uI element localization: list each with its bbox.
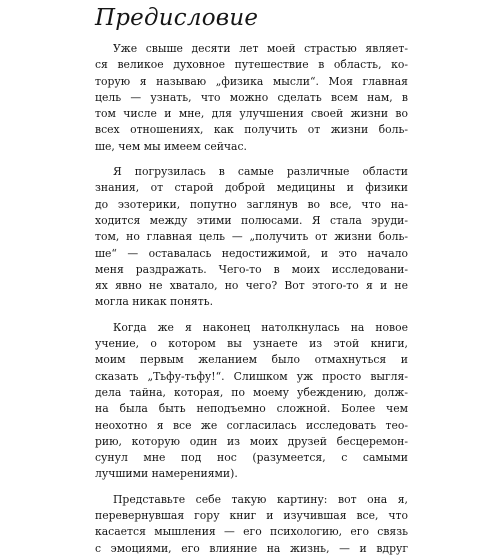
text-line: Когда же я наконец натолкнулась на новое [113,320,408,334]
text-line: до эзотерики, попутно заглянув во все, что на- [95,197,408,211]
text-line: ях явно не хватало, но чего? Вот этого-то я и не [95,279,408,293]
text-line: сунул мне под нос (разумеется, с самыми [95,451,408,465]
text-line: неохотно я все же согласилась исследовать тео- [95,418,408,432]
paragraph-3 [95,320,408,483]
text-line: сказать „Тьфу-тьфу!“. Слишком уж просто выгля- [95,369,408,383]
text-line: ше“ — оставалась недостижимой, и это начало [95,246,408,260]
text-line: всех отношениях, как получить от жизни боль- [95,123,408,137]
text-line: касается мышления — его психологию, его связь [95,525,408,539]
text-line: цель — узнать, что можно сделать всем нам, в [95,90,408,104]
paragraph-1 [95,41,408,155]
text-line: ше, чем мы имеем сейчас. [95,139,247,153]
paragraph-2 [95,164,408,311]
text-line: меня раздражать. Чего-то в моих исследовани- [95,262,408,276]
text-line: перевернувшая гору книг и изучившая все, что [95,509,408,523]
text-line: моим первым желанием было отмахнуться и [95,353,408,367]
text-line: лучшими намерениями). [95,467,238,481]
paragraph-4 [95,492,408,557]
text-line: том, но главная цель — „получить от жизни боль- [95,230,408,244]
text-line: Уже свыше десяти лет моей страстью являет- [113,42,408,55]
text-line: рию, которую один из моих друзей бесцеремон- [95,434,408,448]
text-line: знания, от старой доброй медицины и физики [95,181,408,195]
text-line: Представьте себе такую картину: вот она я, [113,492,408,506]
text-line: Я погрузилась в самые различные области [113,165,408,179]
text-line: торую я называю „физика мысли“. Моя главная [95,74,408,88]
text-line: учение, о котором вы узнаете из этой книги, [95,337,408,351]
text-line: ходится между этими полюсами. Я стала эруди- [95,213,408,227]
text-line: дела тайна, которая, по моему убеждению, долж- [95,385,408,399]
chapter-heading: Предисловие [95,5,259,31]
text-line: том числе и мне, для улучшения своей жизни во [95,107,408,121]
text-line: с эмоциями, его влияние на жизнь, — и вдруг [95,541,408,555]
text-line: могла никак понять. [95,295,214,309]
text-line: ся великое духовное путешествие в область, ко- [95,58,408,72]
body-text [95,41,408,557]
text-line: на была быть неподъемно сложной. Более чем [95,402,408,416]
